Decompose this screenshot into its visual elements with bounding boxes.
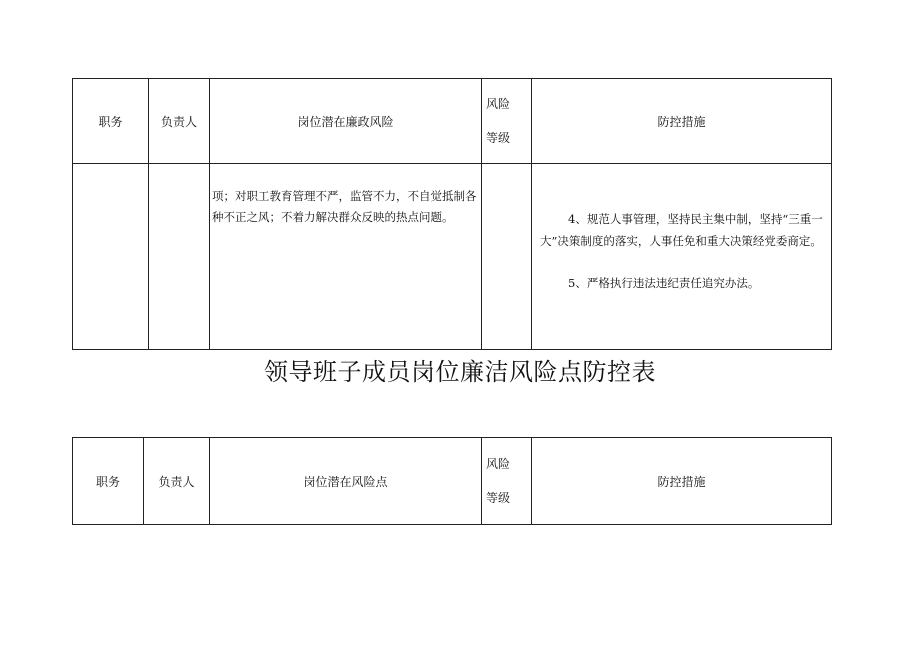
cell-risk-level [482, 164, 532, 350]
measure-line-4a: 4、规范人事管理，坚持民主集中制，坚持“三重一 [568, 212, 823, 226]
header-risk: 岗位潜在廉政风险 [210, 79, 482, 164]
header-person: 负责人 [149, 79, 210, 164]
header-risk-level [482, 79, 532, 164]
header-risk: 岗位潜在风险点 [210, 438, 482, 525]
page-title: 领导班子成员岗位廉洁风险点防控表 [264, 358, 656, 386]
table-header-row [73, 79, 832, 164]
measure-line-5: 5、严格执行违法违纪责任追究办法。 [568, 276, 760, 290]
header-risk-level [482, 438, 532, 525]
cell-position [73, 164, 149, 350]
header-position: 职务 [73, 438, 144, 525]
measure-line-4b: 大”决策制度的落实，人事任免和重大决策经党委商定。 [540, 234, 822, 248]
header-risk-level-line1: 风险 [486, 457, 511, 471]
risk-table [72, 437, 832, 525]
header-risk-level-line2: 等级 [486, 491, 511, 505]
header-position: 职务 [73, 79, 149, 164]
header-measures: 防控措施 [532, 438, 832, 525]
cell-measures [532, 164, 832, 350]
header-person: 负责人 [144, 438, 210, 525]
cell-person [149, 164, 210, 350]
table-header-row [73, 438, 832, 525]
risk-table-continued [72, 78, 832, 350]
header-risk-level-line2: 等级 [486, 131, 511, 145]
header-measures: 防控措施 [532, 79, 832, 164]
cell-risk-text: 项；对职工教育管理不严，监管不力，不自觉抵制各种不正之风；不着力解决群众反映的热点问题。 [210, 164, 482, 350]
table-row [73, 164, 832, 350]
header-risk-level-line1: 风险 [486, 97, 511, 111]
